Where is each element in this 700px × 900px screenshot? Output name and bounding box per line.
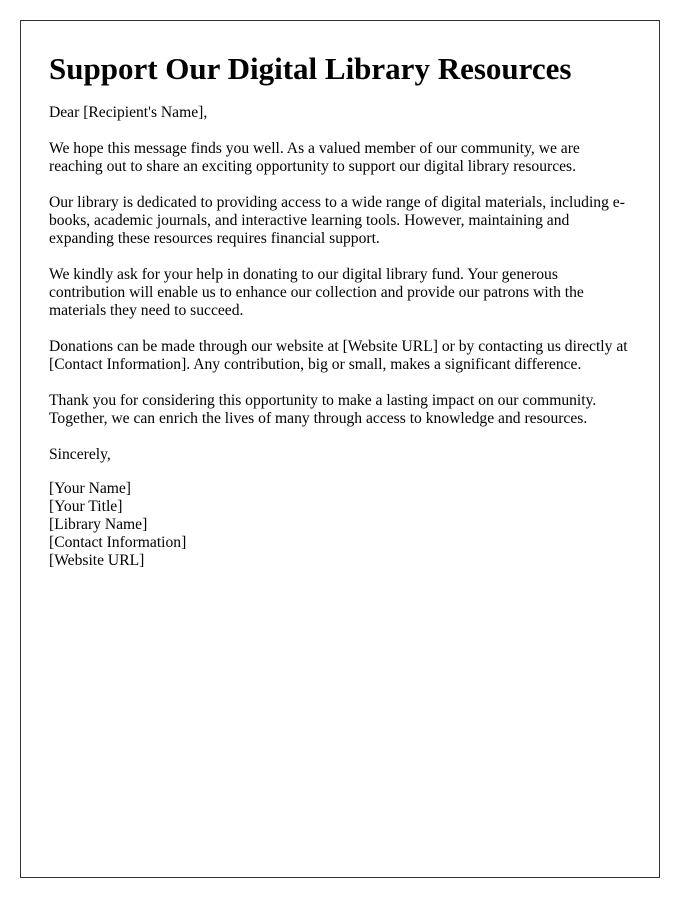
signature-website: [Website URL] [49,552,145,569]
signature-name: [Your Name] [49,480,132,497]
signature-library: [Library Name] [49,516,148,533]
signature-title: [Your Title] [49,498,123,515]
salutation: Dear [Recipient's Name], [49,104,208,121]
paragraph-thanks: Thank you for considering this opportunity to make a lasting impact on our community. Together, we can enrich the lives of many through access to knowledge and resources. [49,392,597,427]
paragraph-intro: We hope this message finds you well. As a valued member of our community, we are reaching out to share an exciting opportunity to support our digital library resources. [49,140,580,175]
letter-page [20,20,660,878]
signature-block [49,480,631,570]
letter-title: Support Our Digital Library Resources [49,51,572,86]
signature-contact: [Contact Information] [49,534,187,551]
paragraph-request: We kindly ask for your help in donating to our digital library fund. Your generous contribution will enable us to enhance our collection and provide our patrons with the materials they need to succeed. [49,266,584,319]
closing: Sincerely, [49,446,111,463]
paragraph-mission: Our library is dedicated to providing access to a wide range of digital materials, including e-books, academic journals, and interactive learning tools. However, maintaining and expanding these resources requires financial support. [49,194,625,247]
paragraph-donation-methods: Donations can be made through our website at [Website URL] or by contacting us directly at [Contact Information]. Any contribution, big or small, makes a significant difference. [49,338,628,373]
